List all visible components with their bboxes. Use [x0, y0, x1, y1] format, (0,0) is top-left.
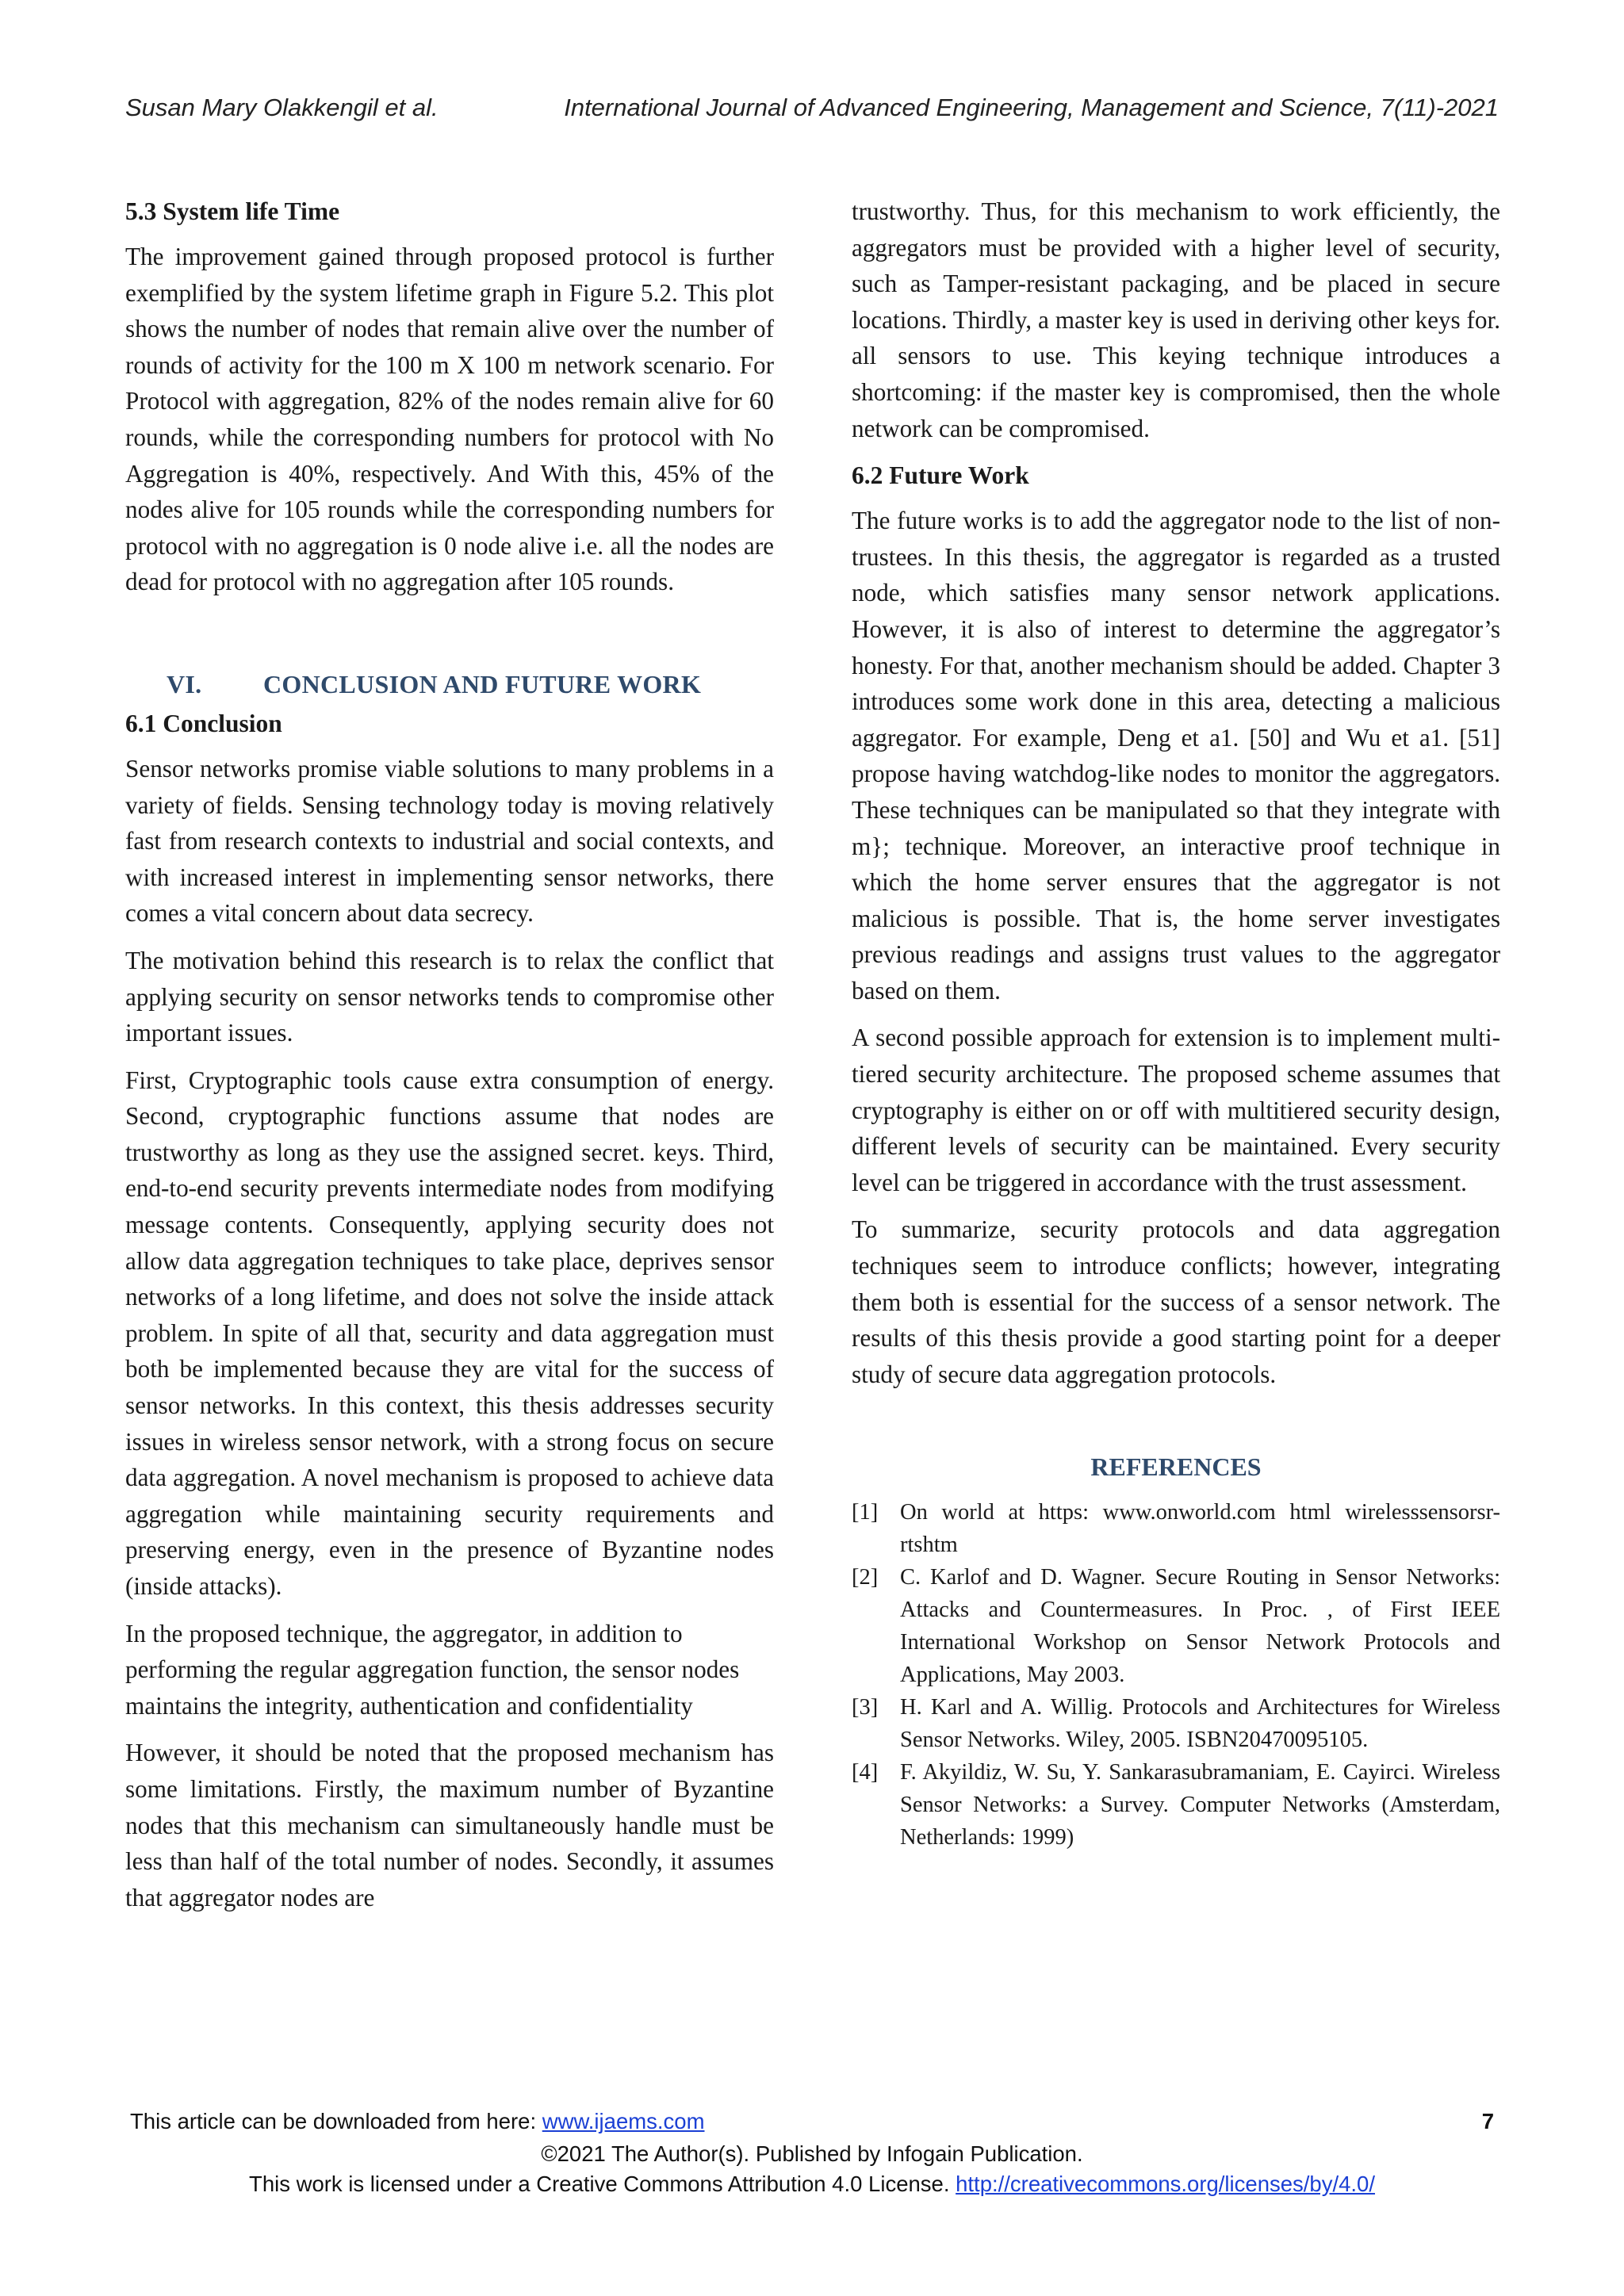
running-header — [125, 94, 1499, 133]
reference-number: [3] — [852, 1695, 879, 1720]
section-6-1-title: 6.1 Conclusion — [125, 709, 282, 737]
header-journal: International Journal of Advanced Engineering, Management and Science, 7(11)-2021 — [564, 94, 1499, 121]
reference-number: [2] — [852, 1565, 879, 1590]
conclusion-paragraph-5: However, it should be noted that the proposed mechanism has some limitations. Firstly, the maximum number of Byzantine nodes that this mechanism can simultaneously handle must be less than half of the total number of nodes. Secondly, it assumes that aggregator nodes are — [125, 1739, 774, 1911]
reference-text: H. Karl and A. Willig. Protocols and Architectures for Wireless Sensor Networks. Wiley, 2005. ISBN20470095105. — [900, 1695, 1500, 1753]
conclusion-paragraph-4: In the proposed technique, the aggregator, in addition to performing the regular aggregation function, the sensor nodes maintains the integrity, authentication and confidentiality — [125, 1619, 740, 1720]
journal-website-link[interactable]: www.ijaems.com — [542, 2109, 705, 2133]
reference-number: [4] — [852, 1760, 879, 1785]
reference-item — [852, 1691, 1500, 1756]
conclusion-paragraph-3: First, Cryptographic tools cause extra consumption of energy. Second, cryptographic functions assume that nodes are trustworthy as long as they use the assigned secret. keys. Third, end-to-end security prevents intermediate nodes from modifying message contents. Consequently, applying security does not allow data aggregation techniques to take place, deprives sensor networks of a long lifetime, and does not solve the inside attack problem. In spite of all that, security and data aggregation must both be implemented because they are vital for the success of sensor networks. In this context, this thesis addresses security issues in wireless sensor network, with a strong focus on secure data aggregation. A novel mechanism is proposed to achieve data aggregation while maintaining security requirements and preserving energy, even in the presence of Byzantine nodes (inside attacks). — [125, 1066, 774, 1600]
future-work-paragraph-3: To summarize, security protocols and data aggregation techniques seem to introduce conflicts; however, integrating them both is essential for the success of a sensor network. The results of this thesis provide a good starting point for a deeper study of secure data aggregation protocols. — [852, 1215, 1500, 1388]
section-6-title: CONCLUSION AND FUTURE WORK — [263, 669, 702, 698]
conclusion-paragraph-1: Sensor networks promise viable solutions to many problems in a variety of fields. Sensing technology today is moving relatively fast from research contexts to industrial and social contexts, and with increased interest in implementing sensor networks, there comes a vital concern about data secrecy. — [125, 754, 774, 928]
reference-item — [852, 1496, 1500, 1561]
section-5-3-paragraph: The improvement gained through proposed protocol is further exemplified by the system lifetime graph in Figure 5.2. This plot shows the number of nodes that remain alive over the number of rounds of activity for the 100 m X 100 m network scenario. For Protocol with aggregation, 82% of the nodes remain alive for 60 rounds, while the corresponding numbers for protocol with No Aggregation is 40%, respectively. And With this, 45% of the nodes alive for 105 rounds while the corresponding numbers for protocol with no aggregation is 0 node alive i.e. all the nodes are dead for protocol with no aggregation after 105 rounds. — [125, 243, 774, 596]
conclusion-paragraph-continued: trustworthy. Thus, for this mechanism to work efficiently, the aggregators must be provided with a higher level of security, such as Tamper-resistant packaging, and be placed in secure locations. Thirdly, a master key is used in deriving other keys for. all sensors to use. This keying technique introduces a shortcoming: if the master key is compromised, then the whole network can be compromised. — [852, 197, 1500, 442]
references-heading: REFERENCES — [1090, 1452, 1262, 1482]
right-column — [852, 193, 1500, 1854]
header-authors: Susan Mary Olakkengil et al. — [125, 94, 439, 121]
footer-download — [130, 2109, 705, 2134]
page-footer — [125, 2109, 1499, 2199]
section-6-2-title: 6.2 Future Work — [852, 461, 1029, 490]
reference-item — [852, 1561, 1500, 1691]
reference-list — [852, 1496, 1500, 1854]
reference-text: C. Karlof and D. Wagner. Secure Routing in Sensor Networks: Attacks and Countermeasures. In Proc. , of First IEEE International Workshop on Sensor Network Protocols and Applications, May 2003. — [900, 1565, 1500, 1688]
footer-copyright: ©2021 The Author(s). Published by Infogain Publication. — [541, 2141, 1083, 2166]
page-number: 7 — [1481, 2109, 1494, 2133]
footer-download-text: This article can be downloaded from here: — [130, 2109, 542, 2133]
license-link[interactable]: http://creativecommons.org/licenses/by/4.0/ — [956, 2172, 1375, 2196]
left-column — [125, 193, 774, 1927]
section-6-heading — [125, 667, 774, 702]
section-5-3-title: 5.3 System life Time — [125, 197, 340, 225]
future-work-paragraph-1: The future works is to add the aggregator node to the list of non-trustees. In this thesis, the aggregator is regarded as a trusted node, which satisfies many sensor network applications. However, it is also of interest to determine the aggregator’s honesty. For that, another mechanism should be added. Chapter 3 introduces some work done in this area, detecting a malicious aggregator. For example, Deng et a1. [50] and Wu et a1. [51] propose having watchdog-like nodes to monitor the aggregators. These techniques can be manipulated so that they integrate with m}; technique. Moreover, an interactive proof technique in which the home server ensures that the aggregator is not malicious is possible. That is, the home server investigates previous readings and assigns trust values to the aggregator based on them. — [852, 507, 1500, 1004]
reference-item — [852, 1756, 1500, 1854]
reference-text: On world at https: www.onworld.com html wirelesssensorsr-rtshtm — [900, 1500, 1500, 1558]
section-6-number: VI. — [167, 669, 202, 698]
footer-license-text: This work is licensed under a Creative Commons Attribution 4.0 License. — [249, 2172, 956, 2196]
footer-download-line — [125, 2109, 1499, 2139]
reference-number: [1] — [852, 1500, 879, 1525]
footer-license — [125, 2169, 1499, 2199]
future-work-paragraph-2: A second possible approach for extension is to implement multi-tiered security architecture. The proposed scheme assumes that cryptography is either on or off with multitiered security design, different levels of security can be maintained. Every security level can be triggered in accordance with the trust assessment. — [852, 1024, 1500, 1196]
conclusion-paragraph-2: The motivation behind this research is to relax the conflict that applying security on sensor networks tends to compromise other important issues. — [125, 946, 774, 1047]
reference-text: F. Akyildiz, W. Su, Y. Sankarasubramaniam, E. Cayirci. Wireless Sensor Networks: a Survey. Computer Networks (Amsterdam, Netherlands: 1999) — [900, 1760, 1500, 1850]
